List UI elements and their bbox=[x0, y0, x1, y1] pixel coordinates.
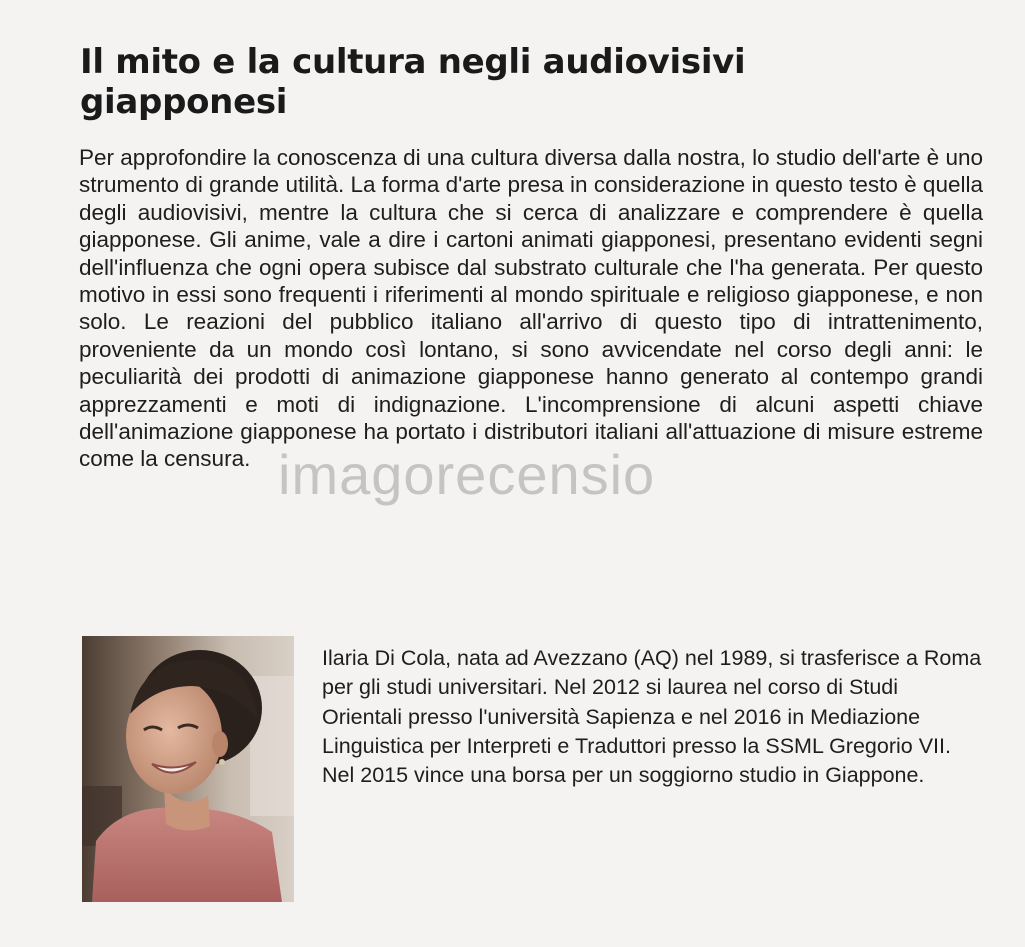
author-portrait-graphic bbox=[82, 636, 294, 902]
author-bio: Ilaria Di Cola, nata ad Avezzano (AQ) nel 1989, si trasferisce a Roma per gli studi universitari. Nel 2012 si laurea nel corso di Studi Orientali presso l'università Sapienza e nel 2016 in Mediazione Linguistica per Interpreti e Traduttori presso la SSML Gregorio VII. Nel 2015 vince una borsa per un soggiorno studio in Giappone. bbox=[322, 646, 982, 788]
book-title: Il mito e la cultura negli audiovisivi giapponesi bbox=[80, 42, 746, 122]
watermark: imagorecensio bbox=[278, 443, 656, 506]
book-abstract: Per approfondire la conoscenza di una cultura diversa dalla nostra, lo studio dell'arte è uno strumento di grande utilità. La forma d'arte presa in considerazione in questo testo è quella degli audiovisivi, mentre la cultura che si cerca di analizzare e comprendere è quella giapponese. Gli anime, vale a dire i cartoni animati giapponesi, presentano evidenti segni dell'influenza che ogni opera subisce dal substrato culturale che l'ha generata. Per questo motivo in essi sono frequenti i riferimenti al mondo spirituale e religioso giapponese, e non solo. Le reazioni del pubblico italiano all'arrivo di questo tipo di intrattenimento, proveniente da un mondo così lontano, si sono avvicendate nel corso degli anni: le peculiarità dei prodotti di animazione giapponese hanno generato al contempo grandi apprezzamenti e moti di indignazione. L'incomprensione di alcuni aspetti chiave dell'animazione giapponese ha portato i distributori italiani all'attuazione di misure estreme come la censura. bbox=[79, 145, 983, 472]
author-photo bbox=[82, 636, 294, 902]
